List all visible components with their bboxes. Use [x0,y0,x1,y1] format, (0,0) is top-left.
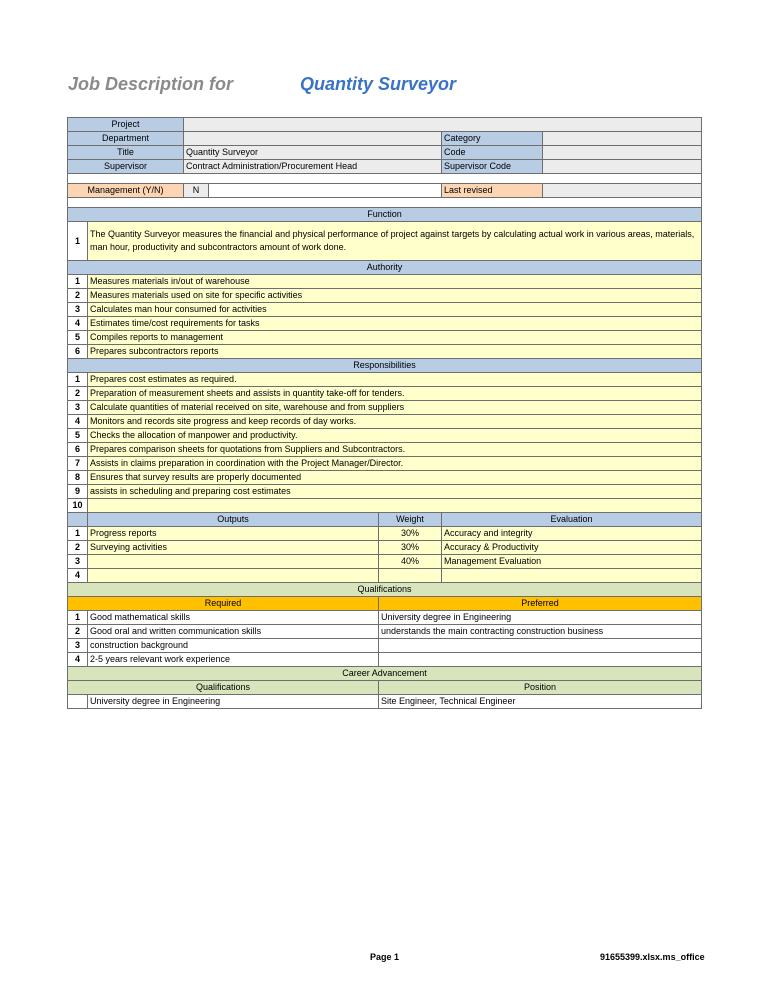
career-row [68,695,702,709]
authority-number: 1 [68,275,88,289]
responsibility-row [68,485,702,499]
responsibility-row [68,401,702,415]
last-revised-value[interactable] [543,184,702,198]
qualification-row [68,611,702,625]
file-name: 91655399.xlsx.ms_office [600,952,705,962]
responsibility-number: 2 [68,387,88,401]
authority-number: 2 [68,289,88,303]
output-text: Surveying activities [88,541,379,555]
code-value[interactable] [543,146,702,160]
preferred-header: Preferred [379,597,702,611]
responsibility-row [68,429,702,443]
output-number: 4 [68,569,88,583]
career-header: Career Advancement [68,667,702,681]
output-text: Progress reports [88,527,379,541]
responsibility-row [68,387,702,401]
required-text: 2-5 years relevant work experience [88,653,379,667]
responsibility-text: Ensures that survey results are properly documented [88,471,702,485]
authority-header: Authority [68,261,702,275]
qualifications-subheader-row [68,597,702,611]
responsibility-text: Calculate quantities of material received on site, warehouse and from suppliers [88,401,702,415]
department-label: Department [68,132,184,146]
responsibility-number: 10 [68,499,88,513]
supervisor-row [68,160,702,174]
function-header: Function [68,208,702,222]
authority-number: 3 [68,303,88,317]
output-number: 2 [68,541,88,555]
career-position-text: Site Engineer, Technical Engineer [379,695,702,709]
output-row [68,541,702,555]
heading-prefix: Job Description for [68,74,234,94]
function-text: The Quantity Surveyor measures the financial and physical performance of project against targets by calculating actual work in various areas, materials, man hour, productivity and subcontractors amount of work done. [88,222,702,261]
responsibility-row [68,373,702,387]
management-label: Management (Y/N) [68,184,184,198]
authority-text: Estimates time/cost requirements for tasks [88,317,702,331]
supervisor-value[interactable]: Contract Administration/Procurement Head [184,160,442,174]
responsibility-text: Checks the allocation of manpower and productivity. [88,429,702,443]
spacer-row [68,198,702,208]
responsibilities-header-row [68,359,702,373]
career-qualifications-header: Qualifications [68,681,379,695]
preferred-text: University degree in Engineering [379,611,702,625]
required-header: Required [68,597,379,611]
responsibility-row [68,415,702,429]
career-subheader-row [68,681,702,695]
responsibility-number: 7 [68,457,88,471]
weight-header: Weight [379,513,442,527]
output-text [88,569,379,583]
authority-row [68,289,702,303]
authority-row [68,345,702,359]
authority-number: 5 [68,331,88,345]
job-description-table [67,117,702,709]
responsibility-text [88,499,702,513]
responsibility-text: Preparation of measurement sheets and assists in quantity take-off for tenders. [88,387,702,401]
qualification-row [68,639,702,653]
qualification-number: 3 [68,639,88,653]
responsibility-row [68,471,702,485]
code-label: Code [442,146,543,160]
title-label: Title [68,146,184,160]
supervisor-code-value[interactable] [543,160,702,174]
page-number: Page 1 [370,952,400,962]
responsibility-text: Prepares comparison sheets for quotations from Suppliers and Subcontractors. [88,443,702,457]
output-number: 3 [68,555,88,569]
required-text: Good mathematical skills [88,611,379,625]
authority-number: 6 [68,345,88,359]
responsibility-number: 6 [68,443,88,457]
management-row [68,184,702,198]
authority-text: Compiles reports to management [88,331,702,345]
authority-row [68,317,702,331]
required-text: construction background [88,639,379,653]
career-position-header: Position [379,681,702,695]
responsibility-text: Assists in claims preparation in coordination with the Project Manager/Director. [88,457,702,471]
supervisor-code-label: Supervisor Code [442,160,543,174]
responsibility-number: 5 [68,429,88,443]
qualification-row [68,625,702,639]
responsibilities-header: Responsibilities [68,359,702,373]
category-value[interactable] [543,132,702,146]
project-label: Project [68,118,184,132]
responsibility-number: 1 [68,373,88,387]
responsibility-text: Monitors and records site progress and keep records of day works. [88,415,702,429]
career-header-row [68,667,702,681]
heading-job-title: Quantity Surveyor [300,74,457,94]
management-value[interactable]: N [184,184,209,198]
output-row [68,569,702,583]
category-label: Category [442,132,543,146]
output-text [88,555,379,569]
output-evaluation [442,569,702,583]
preferred-text [379,639,702,653]
output-evaluation: Accuracy and integrity [442,527,702,541]
responsibility-number: 9 [68,485,88,499]
evaluation-header: Evaluation [442,513,702,527]
output-evaluation: Accuracy & Productivity [442,541,702,555]
authority-text: Measures materials used on site for specific activities [88,289,702,303]
spacer-cell [68,174,702,184]
output-row [68,555,702,569]
preferred-text [379,653,702,667]
authority-text: Measures materials in/out of warehouse [88,275,702,289]
title-value[interactable]: Quantity Surveyor [184,146,442,160]
responsibility-row [68,443,702,457]
required-text: Good oral and written communication skills [88,625,379,639]
qualifications-header-row [68,583,702,597]
responsibility-number: 4 [68,415,88,429]
career-qualification-text: University degree in Engineering [88,695,379,709]
management-blank [209,184,442,198]
project-value[interactable] [184,118,702,132]
responsibility-number: 3 [68,401,88,415]
responsibility-text: assists in scheduling and preparing cost estimates [88,485,702,499]
output-row [68,527,702,541]
function-header-row [68,208,702,222]
output-number: 1 [68,527,88,541]
output-weight: 30% [379,541,442,555]
outputs-header-spacer [68,513,88,527]
authority-number: 4 [68,317,88,331]
spacer-cell [68,198,702,208]
authority-header-row [68,261,702,275]
project-row [68,118,702,132]
authority-text: Prepares subcontractors reports [88,345,702,359]
function-row [68,222,702,261]
career-number [68,695,88,709]
authority-row [68,275,702,289]
spacer-row [68,174,702,184]
supervisor-label: Supervisor [68,160,184,174]
preferred-text: understands the main contracting construction business [379,625,702,639]
qualifications-header: Qualifications [68,583,702,597]
output-weight [379,569,442,583]
authority-row [68,331,702,345]
qualification-number: 1 [68,611,88,625]
qualification-number: 2 [68,625,88,639]
authority-row [68,303,702,317]
output-evaluation: Management Evaluation [442,555,702,569]
output-weight: 30% [379,527,442,541]
department-row [68,132,702,146]
outputs-header-row [68,513,702,527]
output-weight: 40% [379,555,442,569]
last-revised-label: Last revised [442,184,543,198]
responsibility-number: 8 [68,471,88,485]
authority-text: Calculates man hour consumed for activities [88,303,702,317]
outputs-header: Outputs [88,513,379,527]
responsibility-row [68,499,702,513]
responsibility-text: Prepares cost estimates as required. [88,373,702,387]
qualification-number: 4 [68,653,88,667]
department-value[interactable] [184,132,442,146]
function-number: 1 [68,222,88,261]
title-row [68,146,702,160]
responsibility-row [68,457,702,471]
qualification-row [68,653,702,667]
